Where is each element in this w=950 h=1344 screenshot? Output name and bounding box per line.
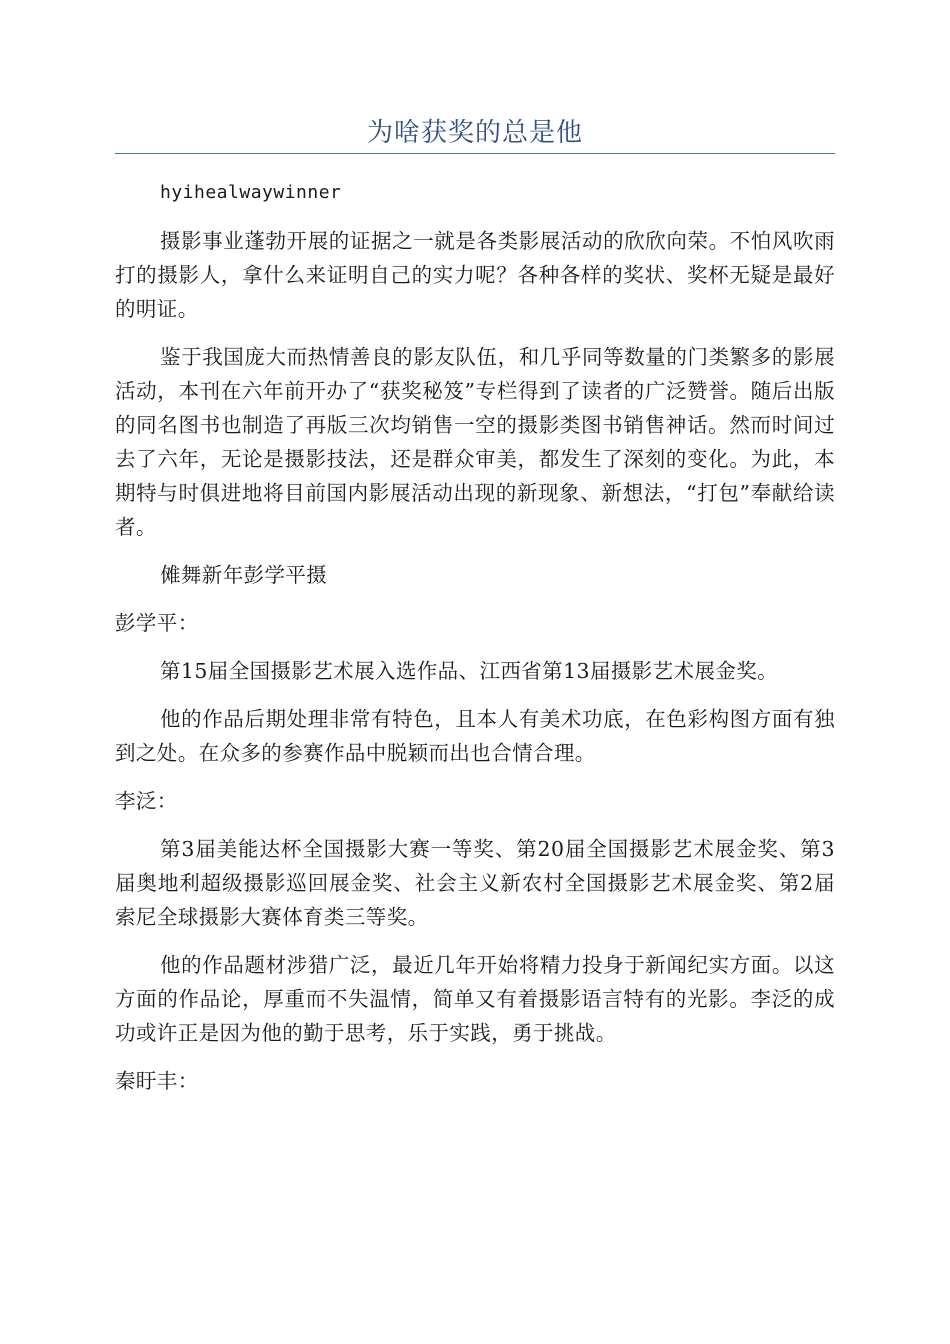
body-paragraph: 第15届全国摄影艺术展入选作品、江西省第13届摄影艺术展金奖。 (160, 659, 779, 683)
body-paragraph: hyihealwaywinner (160, 182, 342, 203)
body-paragraph: 鉴于我国庞大而热情善良的影友队伍，和几乎同等数量的门类繁多的影展活动，本刊在六年前开办了“获奖秘笈”专栏得到了读者的广泛赞誉。随后出版的同名图书也制造了再版三次均销售一空的摄影类图书销售神话。然而时间过去了六年，无论是摄影技法，还是群众审美，都发生了深刻的变化。为此，本期特与时俱进地将目前国内影展活动出现的新现象、新想法，“打包”奉献给读者。 (115, 345, 835, 539)
body-paragraph: 他的作品题材涉猎广泛，最近几年开始将精力投身于新闻纪实方面。以这方面的作品论，厚重而不失温情，简单又有着摄影语言特有的光影。李泛的成功或许正是因为他的勤于思考，乐于实践，勇于挑战。 (115, 953, 835, 1045)
body-paragraph: 傩舞新年彭学平摄 (160, 563, 328, 587)
body-paragraph: 彭学平： (115, 611, 199, 635)
document-title: 为啥获奖的总是他 (366, 118, 583, 148)
body-paragraph: 摄影事业蓬勃开展的证据之一就是各类影展活动的欣欣向荣。不怕风吹雨打的摄影人，拿什么来证明自己的实力呢？各种各样的奖状、奖杯无疑是最好的明证。 (115, 229, 835, 321)
body-paragraph: 第3届美能达杯全国摄影大赛一等奖、第20届全国摄影艺术展金奖、第3届奥地利超级摄影巡回展金奖、社会主义新农村全国摄影艺术展金奖、第2届索尼全球摄影大赛体育类三等奖。 (115, 837, 835, 929)
body-paragraph: 秦盱丰： (115, 1069, 199, 1093)
title-underline (115, 153, 835, 154)
document-body (115, 176, 835, 1112)
body-paragraph: 他的作品后期处理非常有特色，且本人有美术功底，在色彩构图方面有独到之处。在众多的参赛作品中脱颖而出也合情合理。 (115, 707, 835, 765)
body-paragraph: 李泛： (115, 789, 178, 813)
